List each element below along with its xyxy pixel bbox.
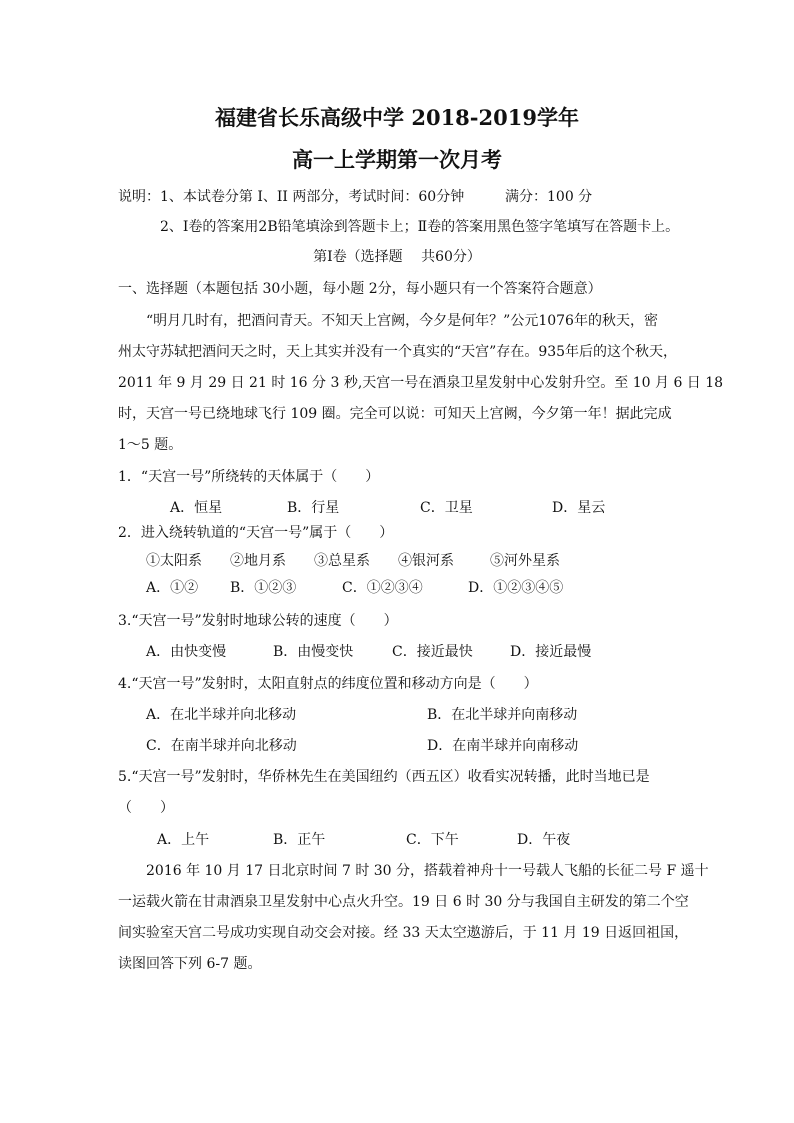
passage2-line: 读图回答下列 6-7 题。 [118, 956, 262, 972]
q2-option-a: A．①② [146, 580, 199, 596]
q2-item: ③总星系 [314, 553, 370, 569]
q4-stem: 4.“天宫一号”发射时，太阳直射点的纬度位置和移动方向是（ ） [118, 676, 538, 692]
q3-option-c: C．接近最快 [392, 644, 473, 660]
q4-option-c: C．在南半球并向北移动 [146, 738, 297, 754]
q2-option-c: C．①②③④ [342, 580, 423, 596]
passage2-line: 2016 年 10 月 17 日北京时间 7 时 30 分，搭载着神舟十一号载人飞船的长征二号 F 遥十 [146, 863, 709, 879]
instructions-score: 满分：100 分 [505, 189, 593, 205]
passage1-line: 2011 年 9 月 29 日 21 时 16 分 3 秒,天宫一号在酒泉卫星发射中心发射升空。至 10 月 6 日 18 [118, 375, 724, 391]
q5-answer-paren: （ ） [118, 800, 174, 816]
passage1-line: 时，天宫一号已绕地球飞行 109 圈。完全可以说：可知天上宫阙，今夕第一年！据此完成 [118, 406, 672, 422]
q4-option-a: A．在北半球并向北移动 [146, 707, 297, 723]
q5-stem: 5.“天宫一号”发射时，华侨林先生在美国纽约（西五区）收看实况转播，此时当地已是 [118, 769, 650, 785]
section-heading: 一、选择题（本题包括 30小题，每小题 2分，每小题只有一个答案符合题意） [118, 281, 602, 297]
passage1-line: “明月几时有，把酒问青天。不知天上宫阙，今夕是何年？”公元1076年的秋天，密 [146, 313, 658, 329]
q5-option-b: B．正午 [273, 832, 326, 848]
instructions-line-1: 说明：1、本试卷分第 I、II 两部分，考试时间：60分钟 [118, 189, 465, 205]
q1-option-d: D．星云 [552, 500, 606, 516]
q4-option-b: B．在北半球并向南移动 [427, 707, 578, 723]
q1-option-c: C．卫星 [420, 500, 473, 516]
q3-option-a: A．由快变慢 [146, 644, 227, 660]
q1-stem: 1．“天宫一号”所绕转的天体属于（ ） [118, 469, 380, 485]
section-title: 第Ⅰ卷（选择题 共60分） [313, 249, 481, 265]
q3-stem: 3.“天宫一号”发射时地球公转的速度（ ） [118, 613, 398, 629]
exam-subtitle: 高一上学期第一次月考 [292, 147, 502, 172]
q5-option-c: C．下午 [406, 832, 459, 848]
passage1-line: 1～5 题。 [118, 437, 183, 453]
passage2-line: 一运载火箭在甘肃酒泉卫星发射中心点火升空。19 日 6 时 30 分与我国自主研发的第二个空 [118, 894, 689, 910]
q2-item: ②地月系 [230, 553, 286, 569]
q4-option-d: D．在南半球并向南移动 [427, 738, 579, 754]
passage2-line: 间实验室天宫二号成功实现自动交会对接。经 33 天太空遨游后，于 11 月 19 日返回祖国， [118, 925, 689, 941]
exam-title: 福建省长乐高级中学 2018-2019学年 [215, 105, 579, 130]
q2-item: ④银河系 [398, 553, 454, 569]
q5-option-d: D．午夜 [517, 832, 571, 848]
q5-option-a: A．上午 [157, 832, 210, 848]
q2-option-d: D．①②③④⑤ [468, 580, 564, 596]
q2-stem: 2．进入绕转轨道的“天宫一号”属于（ ） [118, 525, 394, 541]
q3-option-b: B．由慢变快 [273, 644, 354, 660]
instructions-line-2: 2、Ⅰ卷的答案用2B铅笔填涂到答题卡上；Ⅱ卷的答案用黑色签字笔填写在答题卡上。 [160, 219, 680, 235]
q3-option-d: D．接近最慢 [510, 644, 592, 660]
passage1-line: 州太守苏轼把酒问天之时，天上其实并没有一个真实的“天宫”存在。935年后的这个秋天， [118, 344, 678, 360]
q2-option-b: B．①②③ [230, 580, 297, 596]
q2-item: ⑤河外星系 [490, 553, 560, 569]
q2-item: ①太阳系 [146, 553, 202, 569]
q1-option-b: B．行星 [287, 500, 340, 516]
q1-option-a: A．恒星 [170, 500, 223, 516]
